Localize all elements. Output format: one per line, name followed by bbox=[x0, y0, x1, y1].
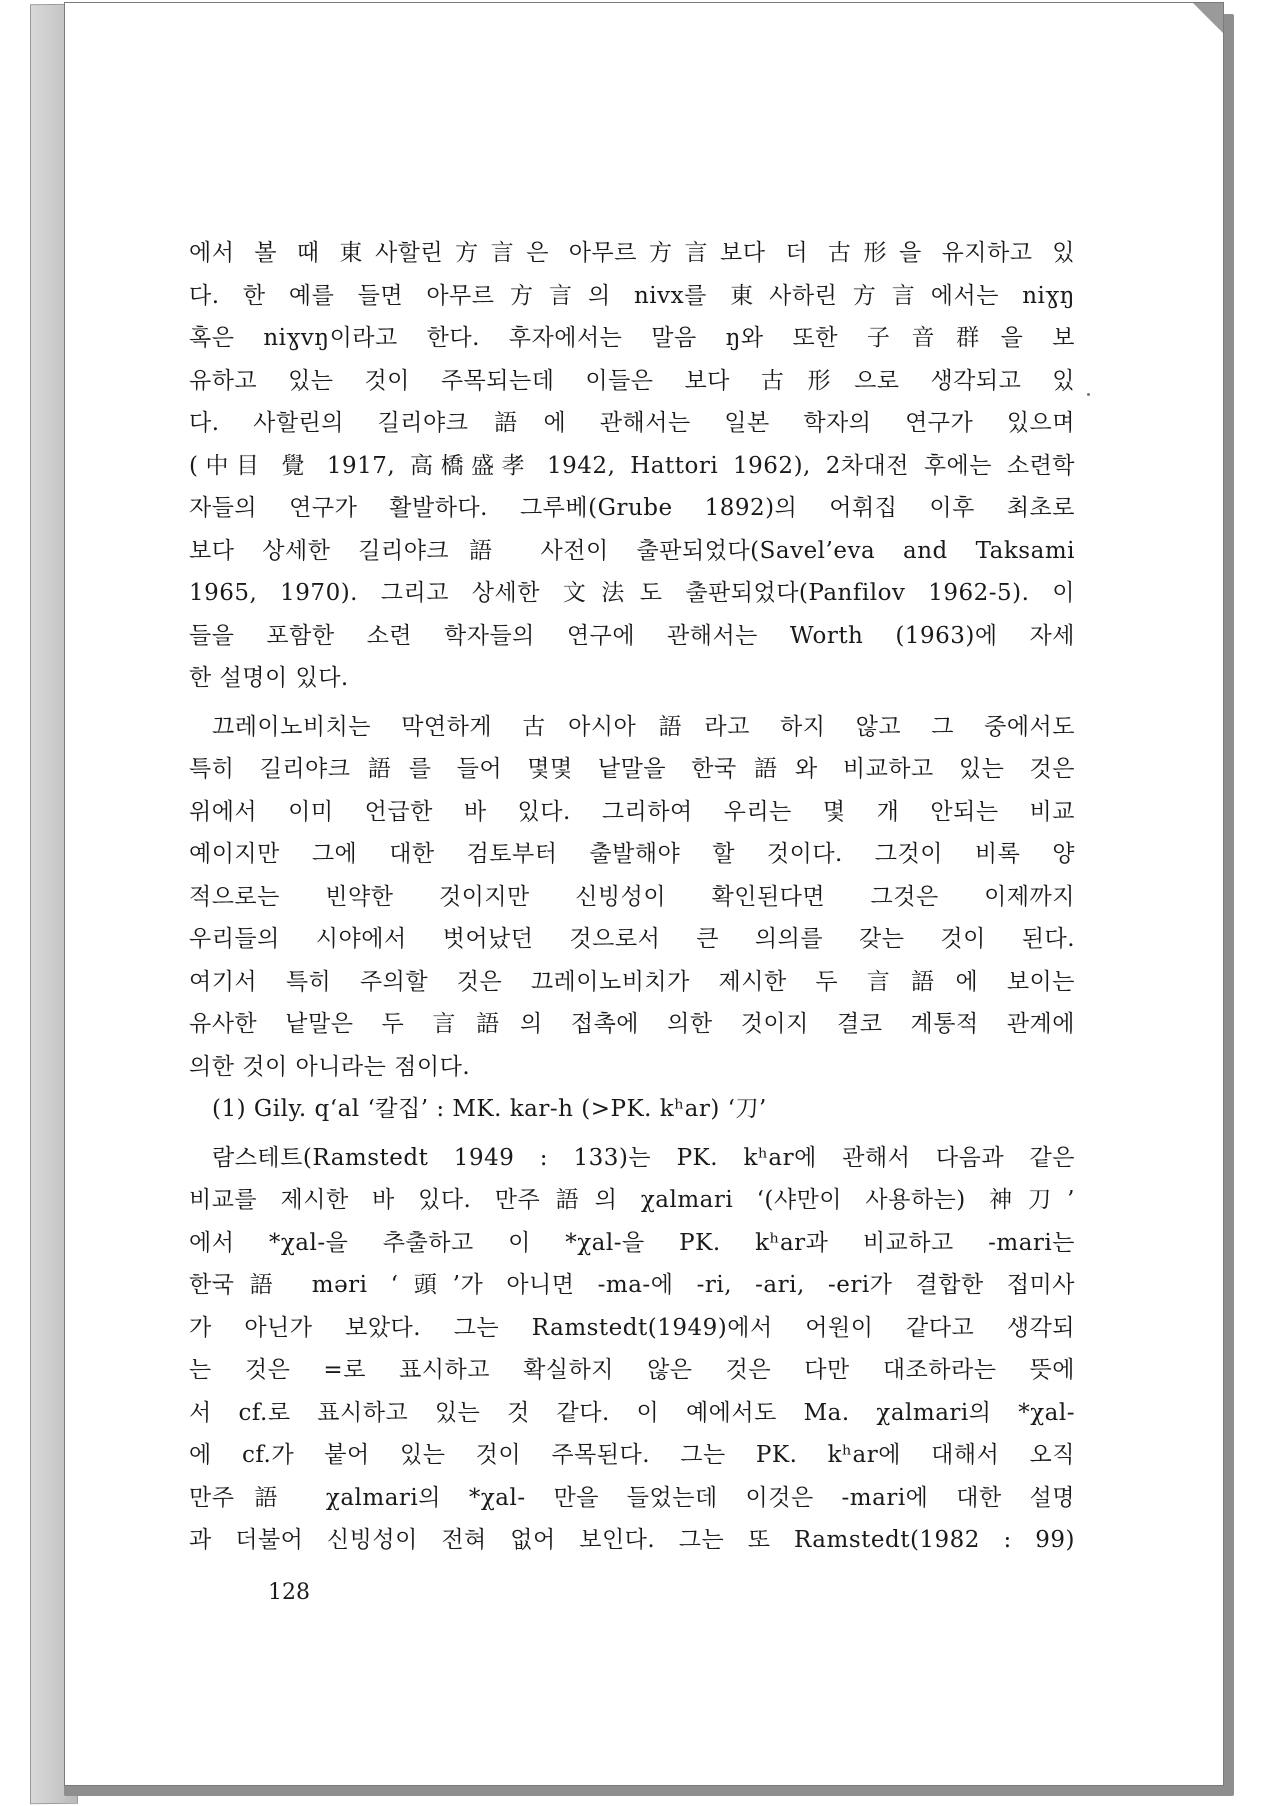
text-line: 에서 볼 때 東사할린方言은 아무르方言보다 더 古形을 유지하고 있 bbox=[189, 240, 1075, 266]
text-line: 예이지만 그에 대한 검토부터 출발해야 할 것이다. 그것이 비록 양 bbox=[189, 841, 1075, 867]
text-line: 서 cf.로 표시하고 있는 것 같다. 이 예에서도 Ma. χalmari의 *χal- bbox=[189, 1399, 1075, 1426]
text-line: 유하고 있는 것이 주목되는데 이들은 보다 古形으로 생각되고 있 bbox=[189, 367, 1075, 394]
text-line: 유사한 낱말은 두 言語의 접촉에 의한 것이지 결코 계통적 관계에 bbox=[189, 1011, 1075, 1037]
text-line: 한국語 məri ‘頭’가 아니면 -ma-에 -ri, -ari, -eri가 결합한 접미사 bbox=[189, 1272, 1075, 1298]
text-line: 특히 길리야크語를 들어 몇몇 낱말을 한국語와 비교하고 있는 것은 bbox=[189, 756, 1075, 782]
text-line: 에 cf.가 붙어 있는 것이 주목된다. 그는 PK. kʰar에 대해서 오직 bbox=[189, 1442, 1075, 1468]
page-corner bbox=[1193, 3, 1223, 33]
text-line: (中目 覺 1917, 高橋盛孝 1942, Hattori 1962), 2차대전 후에는 소련학 bbox=[189, 452, 1075, 479]
paragraph-start-line: 람스테트(Ramstedt 1949 : 133)는 PK. kʰar에 관해서 다음과 같은 bbox=[212, 1144, 1075, 1171]
text-line: 한 설명이 있다. bbox=[189, 665, 349, 691]
text-line: 위에서 이미 언급한 바 있다. 그리하여 우리는 몇 개 안되는 비교 bbox=[189, 798, 1075, 825]
text-line: 혹은 niɣvŋ이라고 한다. 후자에서는 말음 ŋ와 또한 子音群을 보 bbox=[189, 325, 1075, 351]
example-heading: (1) Gily. q‘al ‘칼집’ : MK. kar-h (>PK. kʰar) ‘刀’ bbox=[212, 1096, 767, 1122]
text-line: 다. 한 예를 들면 아무르方言의 nivx를 東사하린方言에서는 niɣŋ bbox=[189, 282, 1075, 309]
text-line: 보다 상세한 길리야크語 사전이 출판되었다(Savel’eva and Taksami bbox=[189, 537, 1075, 564]
text-line: 의한 것이 아니라는 점이다. bbox=[189, 1053, 471, 1080]
stray-mark bbox=[1087, 393, 1090, 396]
text-line: 는 것은 =로 표시하고 확실하지 않은 것은 다만 대조하라는 뜻에 bbox=[189, 1357, 1075, 1383]
text-line: 우리들의 시야에서 벗어났던 것으로서 큰 의의를 갖는 것이 된다. bbox=[189, 926, 1075, 952]
body-text bbox=[189, 232, 1075, 1562]
text-line: 과 더불어 신빙성이 전혀 없어 보인다. 그는 또 Ramstedt(1982 : 99) bbox=[189, 1527, 1075, 1553]
text-line: 에서 *χal-을 추출하고 이 *χal-을 PK. kʰar과 비교하고 -mari는 bbox=[189, 1229, 1075, 1256]
text-line: 여기서 특히 주의할 것은 끄레이노비치가 제시한 두 言語에 보이는 bbox=[189, 968, 1075, 995]
text-line: 다. 사할린의 길리야크語에 관해서는 일본 학자의 연구가 있으며 bbox=[189, 410, 1075, 436]
text-line: 적으로는 빈약한 것이지만 신빙성이 확인된다면 그것은 이제까지 bbox=[189, 883, 1075, 910]
text-line: 자들의 연구가 활발하다. 그루베(Grube 1892)의 어휘집 이후 최초로 bbox=[189, 495, 1075, 521]
text-line: 들을 포함한 소련 학자들의 연구에 관해서는 Worth (1963)에 자세 bbox=[189, 622, 1075, 649]
page-number: 128 bbox=[268, 1580, 310, 1605]
text-line: 비교를 제시한 바 있다. 만주語의 χalmari ‘(샤만이 사용하는) 神刀’ bbox=[189, 1187, 1075, 1213]
paragraph-start-line: 끄레이노비치는 막연하게 古아시아語라고 하지 않고 그 중에서도 bbox=[212, 713, 1075, 740]
text-line: 가 아닌가 보았다. 그는 Ramstedt(1949)에서 어원이 같다고 생각되 bbox=[189, 1314, 1075, 1341]
text-line: 만주語 χalmari의 *χal- 만을 들었는데 이것은 -mari에 대한 설명 bbox=[189, 1484, 1075, 1511]
text-line: 1965, 1970). 그리고 상세한 文法도 출판되었다(Panfilov 1962-5). 이 bbox=[189, 580, 1075, 606]
